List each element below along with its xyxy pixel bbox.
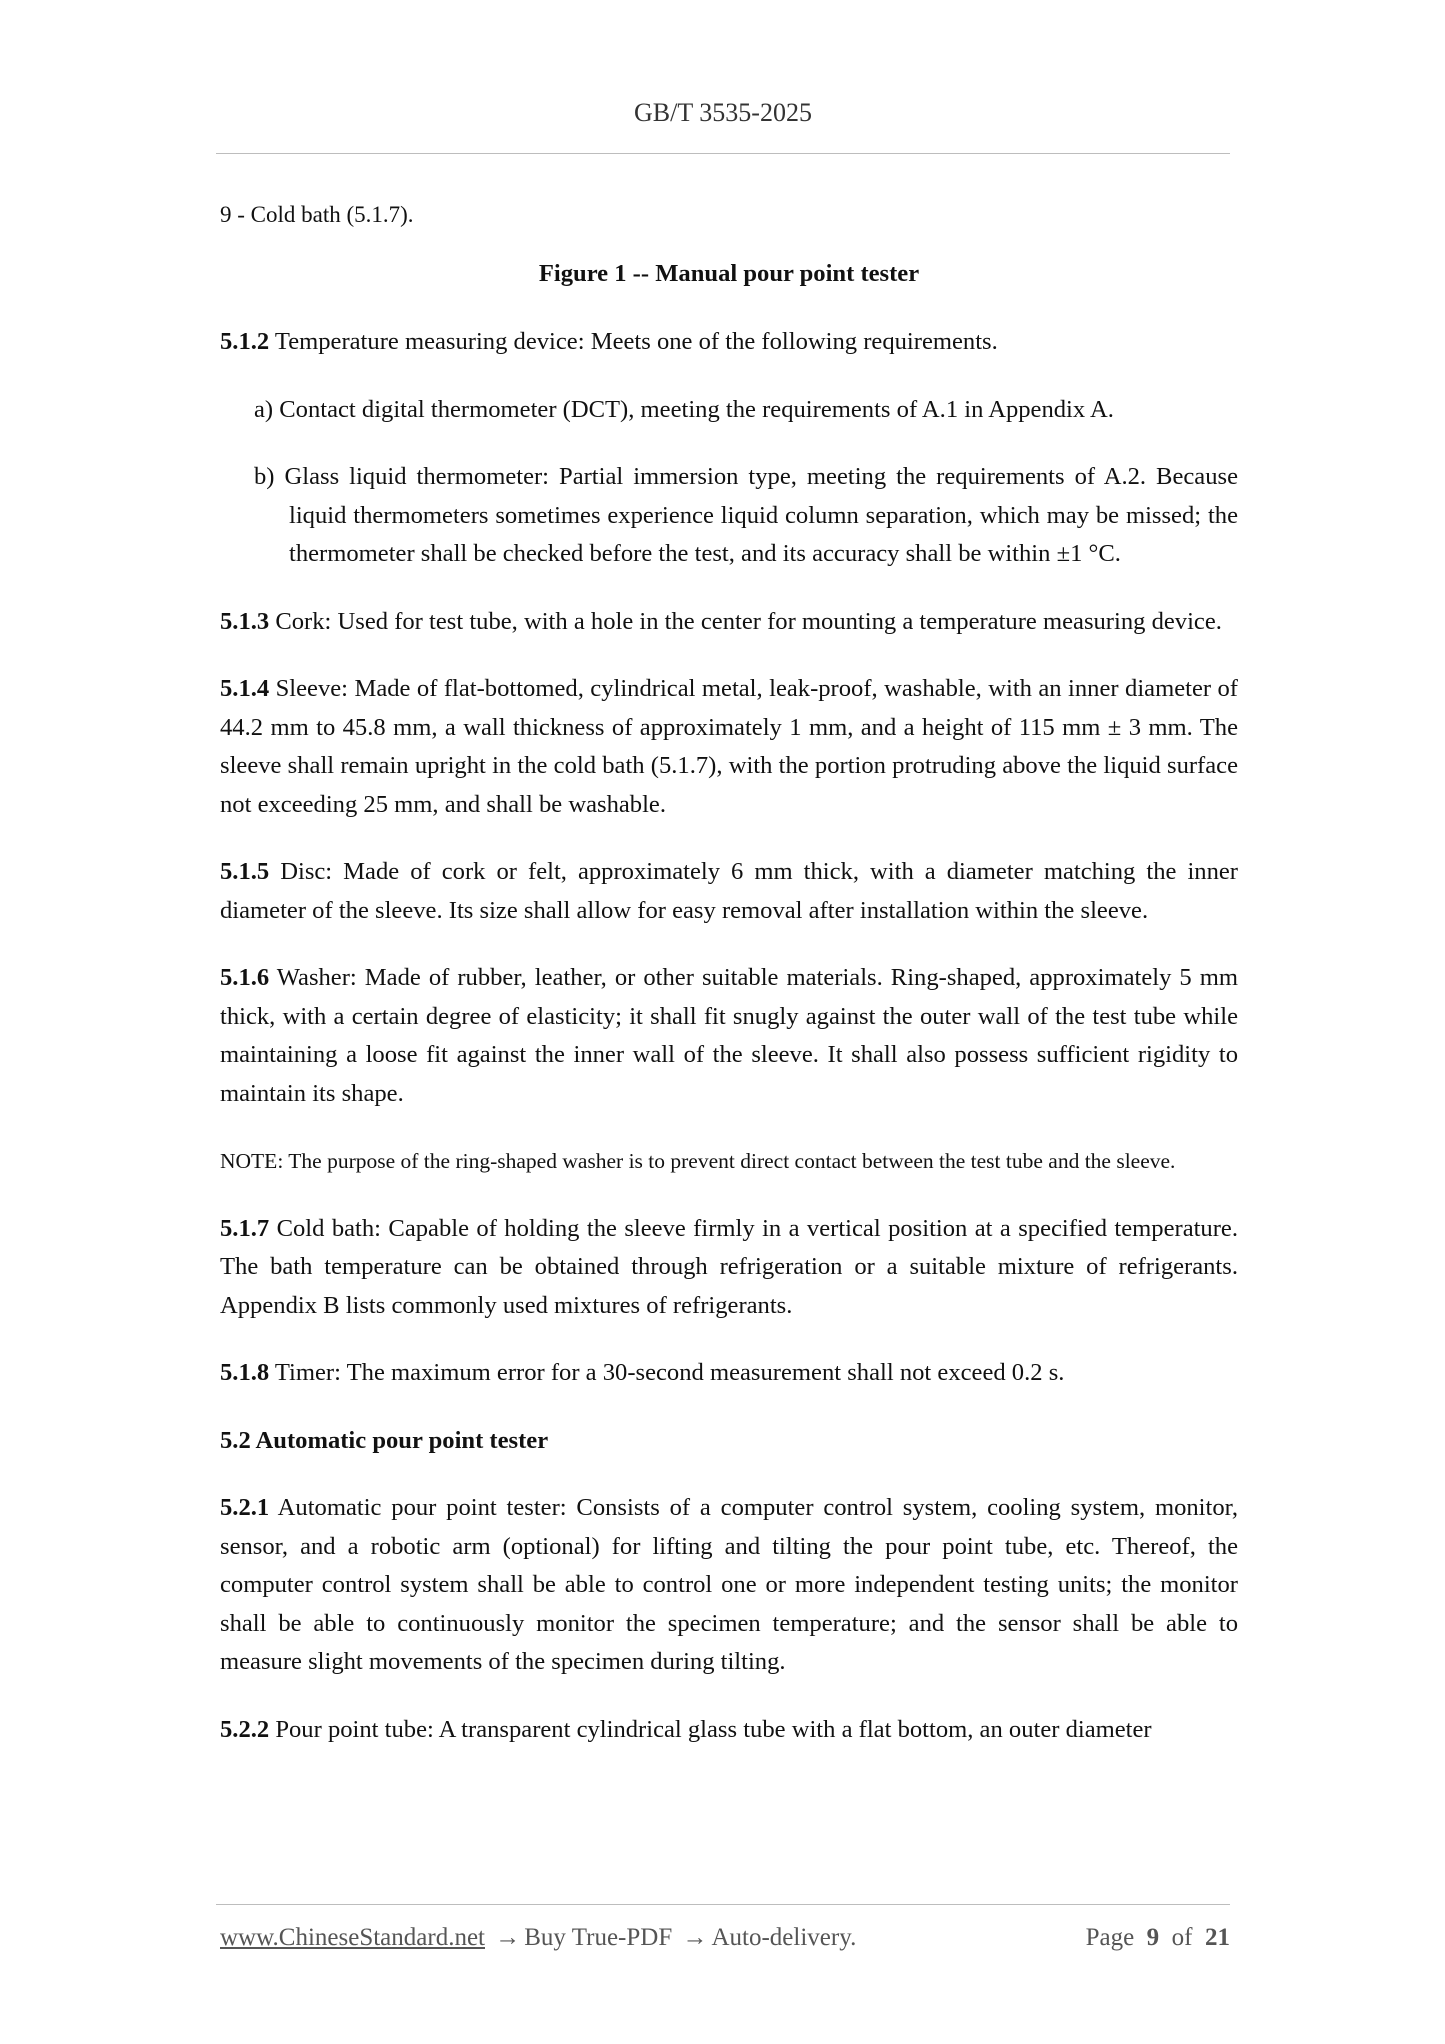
clause-number: 5.1.4 [220,675,270,702]
clause-text: Automatic pour point tester: Consists of a computer control system, cooling system, monitor, sensor, and a robotic arm (optional) for lifting and tilting the pour point tube, etc. Thereof, the computer control system shall be able to control one or more independent testing units; the monitor shall be able to continuously monitor the specimen temperature; and the sensor shall be able to measure slight movements of the specimen during tilting. [220,1494,1238,1675]
of-label: of [1171,1924,1193,1951]
list-item-b: b) Glass liquid thermometer: Partial immersion type, meeting the requirements of A.2. Because liquid thermometers sometimes experience liquid column separation, which may be missed; the thermometer shall be checked before the test, and its accuracy shall be within ±1 °C. [254,463,1238,567]
clause-5-1-2 [220,323,1238,362]
page-header-title: GB/T 3535-2025 [634,98,812,127]
current-page-number: 9 [1146,1924,1160,1951]
clause-text: Temperature measuring device: Meets one of the following requirements. [269,328,998,355]
website-link[interactable]: www.ChineseStandard.net [220,1924,485,1951]
clause-5-2-2 [220,1711,1238,1750]
header-divider [216,153,1230,154]
clause-text: Pour point tube: A transparent cylindrical glass tube with a flat bottom, an outer diameter [269,1715,1152,1743]
clause-5-1-8 [220,1354,1238,1393]
buy-true-pdf-text: Buy True-PDF [524,1924,673,1951]
page-body [220,196,1238,1778]
figure-legend-item: 9 - Cold bath (5.1.7). [220,202,414,227]
clause-number: 5.1.5 [220,858,270,885]
total-pages-number: 21 [1205,1924,1230,1951]
figure-caption: Figure 1 -- Manual pour point tester [538,259,920,287]
arrow-right-icon: → [682,1924,708,1951]
clause-5-1-6 [220,959,1238,1113]
clause-number: 5.1.7 [220,1214,270,1242]
section-heading-5-2: 5.2 Automatic pour point tester [220,1426,549,1454]
clause-text: Timer: The maximum error for a 30-second measurement shall not exceed 0.2 s. [269,1359,1065,1386]
page-indicator [1086,1924,1230,1952]
clause-number: 5.1.6 [220,964,270,991]
page-label: Page [1085,1924,1135,1951]
clause-text: Cork: Used for test tube, with a hole in the center for mounting a temperature measuring device. [269,607,1222,635]
list-item-a: a) Contact digital thermometer (DCT), meeting the requirements of A.1 in Appendix A. [254,395,1114,423]
clause-number: 5.2.1 [220,1494,270,1521]
clause-text: Cold bath: Capable of holding the sleeve firmly in a vertical position at a specified temperature. The bath temperature can be obtained through refrigeration or a suitable mixture of refrigerants. Appendix B lists commonly used mixtures of refrigerants. [220,1214,1238,1319]
note-paragraph: NOTE: The purpose of the ring-shaped washer is to prevent direct contact between the test tube and the sleeve. [220,1149,1176,1173]
clause-5-2-1 [220,1489,1238,1682]
footer-divider [216,1904,1230,1905]
page-footer [220,1924,1230,1952]
clause-text: Sleeve: Made of flat-bottomed, cylindrical metal, leak-proof, washable, with an inner diameter of 44.2 mm to 45.8 mm, a wall thickness of approximately 1 mm, and a height of 115 mm ± 3 mm. The sleeve shall remain upright in the cold bath (5.1.7), with the portion protruding above the liquid surface not exceeding 25 mm, and shall be washable. [220,675,1238,818]
clause-5-1-5 [220,853,1238,930]
clause-number: 5.1.3 [220,607,270,635]
arrow-right-icon: → [495,1924,521,1951]
clause-5-1-4 [220,670,1238,824]
clause-5-1-3 [220,603,1238,642]
auto-delivery-text: Auto-delivery. [711,1924,857,1951]
clause-number: 5.1.2 [220,328,270,355]
clause-5-1-7 [220,1210,1238,1326]
clause-text: Washer: Made of rubber, leather, or other suitable materials. Ring-shaped, approximately 5 mm thick, with a certain degree of elasticity; it shall fit snugly against the outer wall of the test tube while maintaining a loose fit against the inner wall of the sleeve. It shall also possess sufficient rigidity to maintain its shape. [220,964,1238,1107]
clause-text: Disc: Made of cork or felt, approximately 6 mm thick, with a diameter matching the inner diameter of the sleeve. Its size shall allow for easy removal after installation within the sleeve. [220,858,1238,924]
clause-number: 5.2.2 [220,1715,270,1743]
clause-number: 5.1.8 [220,1359,270,1386]
